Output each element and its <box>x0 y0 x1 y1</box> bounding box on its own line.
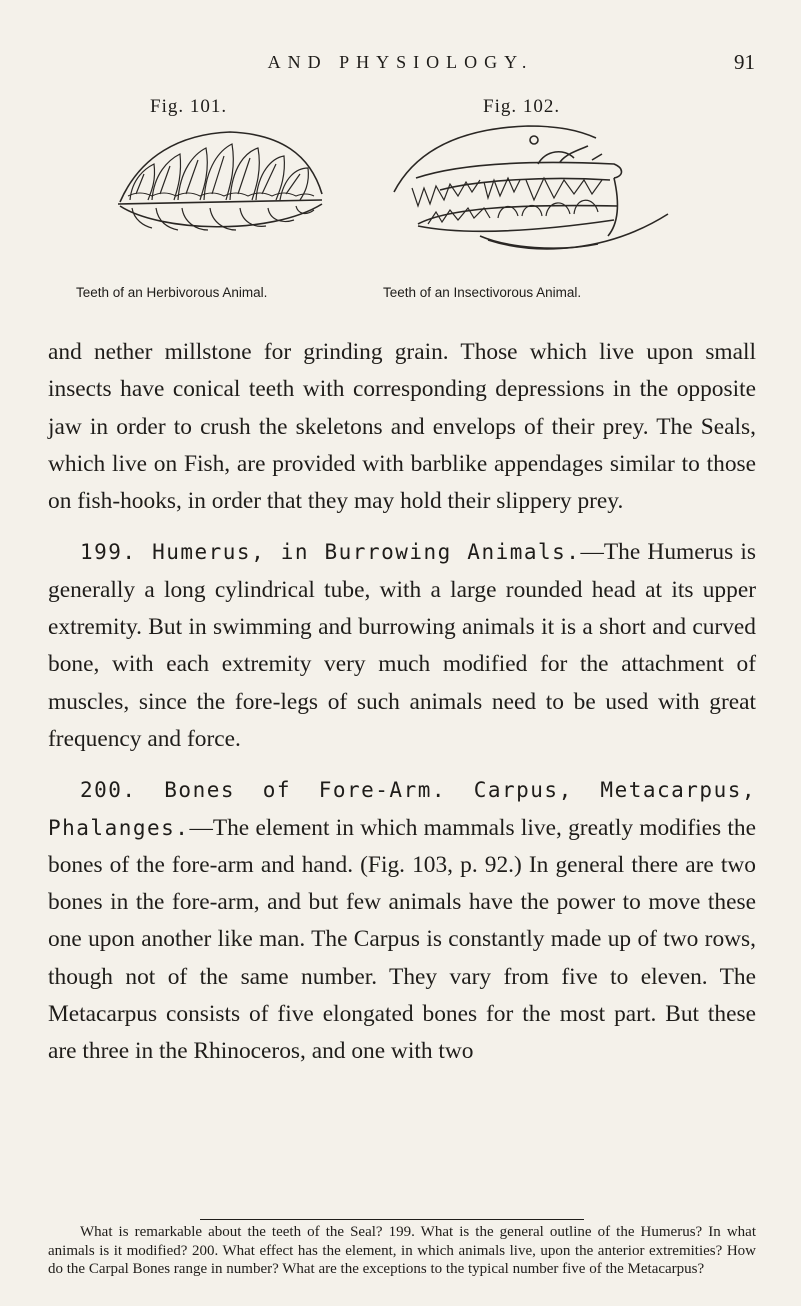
running-title: AND PHYSIOLOGY. <box>267 52 534 72</box>
paragraph-198-continued: and nether millstone for grinding grain. Those which live upon small insects have conical teeth with corresponding depressions in the opposite jaw in order to crush the skeletons and envelops of their prey. The Seals, which live on Fish, are provided with barblike appendages similar to those on fish-hooks, in order that they may hold their slippery prey. <box>48 339 756 515</box>
footnote-questions: What is remarkable about the teeth of the Seal? 199. What is the general outline of the Humerus? In what animals is it modified? 200. What effect has the element, in which animals live, upon the anterior extremities? How do the Carpal Bones range in number? What are the exceptions to the typical number five of the Metacarpus? <box>48 1224 756 1278</box>
page-number: 91 <box>734 50 755 74</box>
herbivore-teeth-illustration <box>100 124 340 252</box>
figure-101-caption: Teeth of an Herbivorous Animal. <box>76 285 268 300</box>
section-199-heading: 199. Humerus, in Burrowing Animals. <box>80 540 581 565</box>
section-200-text: —The element in which mammals live, greatly modifies the bones of the fore-arm and hand. (Fig. 103, p. 92.) In general there are two bones in the fore-arm, and but few animals have the power to move these one upon another like man. The Carpus is constantly made up of two rows, though not of the same number. They vary from five to eleven. The Metacarpus consists of five elongated bones for the most part. But these are three in the Rhinoceros, and one with two <box>48 814 756 1065</box>
section-199-text: —The Humerus is generally a long cylindrical tube, with a large rounded head at its upper extremity. But in swimming and burrowing animals it is a short and curved bone, with each extremity very much modified for the attachment of muscles, since the fore-legs of such animals need to be used with great frequency and force. <box>48 539 756 752</box>
footnote-rule <box>200 1219 584 1220</box>
paragraph-199 <box>48 534 756 758</box>
figure-102-label: Fig. 102. <box>483 96 561 117</box>
body-text <box>48 334 756 1071</box>
figure-101-label: Fig. 101. <box>150 96 228 117</box>
section-200-heading: 200. Bones of Fore-Arm. Carpus, Metacarpus, Phalanges. <box>48 778 756 840</box>
figure-102-caption: Teeth of an Insectivorous Animal. <box>383 285 582 300</box>
insectivore-teeth-illustration <box>388 124 676 264</box>
paragraph-200 <box>48 772 756 1070</box>
running-head <box>0 52 801 82</box>
